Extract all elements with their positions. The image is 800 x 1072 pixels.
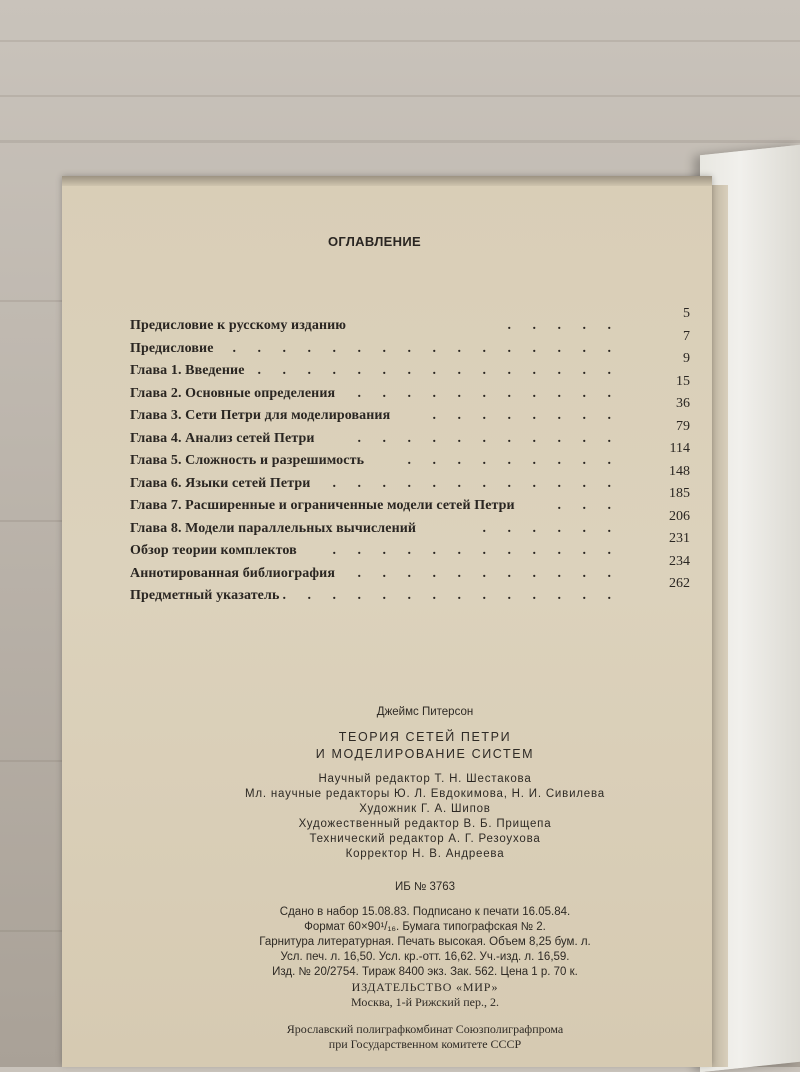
toc-entry-page: 262 [669, 576, 690, 591]
tech-editor: Технический редактор А. Г. Резоухова [309, 833, 541, 845]
leader-dots: . . . . . . . . . . . [357, 565, 620, 581]
leader-dots: . . . . . . . . . . . [357, 430, 620, 446]
ib-number: ИБ № 3763 [394, 881, 456, 893]
leader-dots: . . . . . . . . . . . . [332, 475, 620, 491]
printer-line2: при Государственном комитете СССР [328, 1037, 522, 1051]
toc-entry-label: Глава 1. Введение [130, 363, 245, 378]
toc-entry-page: 148 [669, 463, 690, 479]
proofreader: Корректор Н. В. Андреева [345, 848, 505, 860]
toc-entry-page: 7 [683, 328, 690, 344]
book-title-line2: И МОДЕЛИРОВАНИЕ СИСТЕМ [315, 747, 535, 761]
toc-entry-label: Глава 8. Модели параллельных вычислений [130, 520, 417, 536]
author-name: Джеймс Питерсон [376, 706, 474, 718]
toc-entry [130, 373, 690, 409]
leader-dots: . . . . . . . . . [407, 453, 620, 468]
print-info-line4: Усл. печ. л. 16,50. Усл. кр.-отт. 16,62. Уч.-изд. л. 16,59. [280, 951, 570, 963]
book-title-line1: ТЕОРИЯ СЕТЕЙ ПЕТРИ [338, 730, 512, 744]
colophon [200, 705, 650, 1052]
print-info-line1: Сдано в набор 15.08.83. Подписано к печати 16.05.84. [279, 906, 571, 918]
toc-entry-page: 15 [676, 373, 690, 389]
toc-entry [130, 328, 690, 364]
toc-entry-label: Глава 7. Расширенные и ограниченные модели сетей Петри [130, 498, 515, 513]
leader-dots: . . . . . . . . . . . . . . [282, 588, 620, 603]
toc-entry-page: 9 [683, 351, 690, 366]
toc-entry-label: Глава 4. Анализ сетей Петри [130, 430, 315, 446]
toc-entry [130, 463, 690, 499]
toc-entry [130, 553, 690, 589]
toc-entry [130, 508, 690, 544]
print-info-line3: Гарнитура литературная. Печать высокая. Объем 8,25 бум. л. [259, 936, 591, 948]
toc-entry-label: Аннотированная библиография [130, 565, 336, 581]
publisher-address: Москва, 1-й Рижский пер., 2. [351, 995, 499, 1009]
toc-entry [130, 396, 690, 431]
toc-entry-label: Обзор теории комплектов [130, 543, 297, 558]
toc-heading: ОГЛАВЛЕНИЕ [328, 234, 421, 249]
toc-entry-label: Глава 2. Основные определения [130, 385, 336, 401]
toc-entry-page: 5 [683, 306, 690, 321]
toc-entry-label: Предисловие к русскому изданию [130, 318, 347, 333]
toc-entry-label: Предисловие [130, 340, 214, 356]
leader-dots: . . . . . . . . . . . . . . . . [232, 340, 620, 356]
toc-entry-page: 231 [669, 531, 690, 546]
artist: Художник Г. А. Шипов [359, 803, 491, 815]
toc-entry [130, 441, 690, 476]
print-info-line2: Формат 60×90¹/₁₆. Бумага типографская № 2. [304, 921, 546, 933]
leader-dots: . . . . . . . . . . . . [332, 543, 620, 558]
toc-entry-label: Глава 6. Языки сетей Петри [130, 475, 311, 491]
page-top-edge [62, 176, 712, 186]
leader-dots: . . . . . [507, 318, 620, 333]
leader-dots: . . . [557, 498, 620, 513]
print-info-line5: Изд. № 20/2754. Тираж 8400 экз. Зак. 562. Цена 1 р. 70 к. [272, 966, 578, 978]
junior-editors: Мл. научные редакторы Ю. Л. Евдокимова, Н. И. Сивилева [245, 788, 605, 800]
publisher-name: ИЗДАТЕЛЬСТВО «МИР» [351, 980, 499, 994]
leader-dots: . . . . . . [482, 520, 620, 536]
toc-entry [130, 351, 690, 386]
scientific-editor: Научный редактор Т. Н. Шестакова [318, 773, 532, 785]
printer-line1: Ярославский полиграфкомбинат Союзполиграфпрома [286, 1022, 564, 1036]
toc-entry-label: Предметный указатель [130, 588, 280, 603]
toc-entry-label: Глава 3. Сети Петри для моделирования [130, 408, 391, 423]
art-editor: Художественный редактор В. Б. Прищепа [298, 818, 552, 830]
toc-entry-label: Глава 5. Сложность и разрешимость [130, 453, 365, 468]
leader-dots: . . . . . . . . . . . [357, 385, 620, 401]
table-of-contents [130, 306, 690, 611]
toc-entry [130, 306, 690, 341]
toc-entry-page: 114 [669, 441, 690, 456]
toc-entry [130, 486, 690, 521]
toc-entry-page: 79 [676, 418, 690, 434]
toc-entry [130, 576, 690, 611]
toc-entry-page: 234 [669, 553, 690, 569]
toc-entry-page: 185 [669, 486, 690, 501]
toc-entry-page: 206 [669, 508, 690, 524]
toc-entry [130, 531, 690, 566]
leader-dots: . . . . . . . . [432, 408, 620, 423]
toc-entry [130, 418, 690, 454]
leader-dots: . . . . . . . . . . . . . . . [257, 363, 620, 378]
toc-entry-page: 36 [676, 396, 690, 411]
